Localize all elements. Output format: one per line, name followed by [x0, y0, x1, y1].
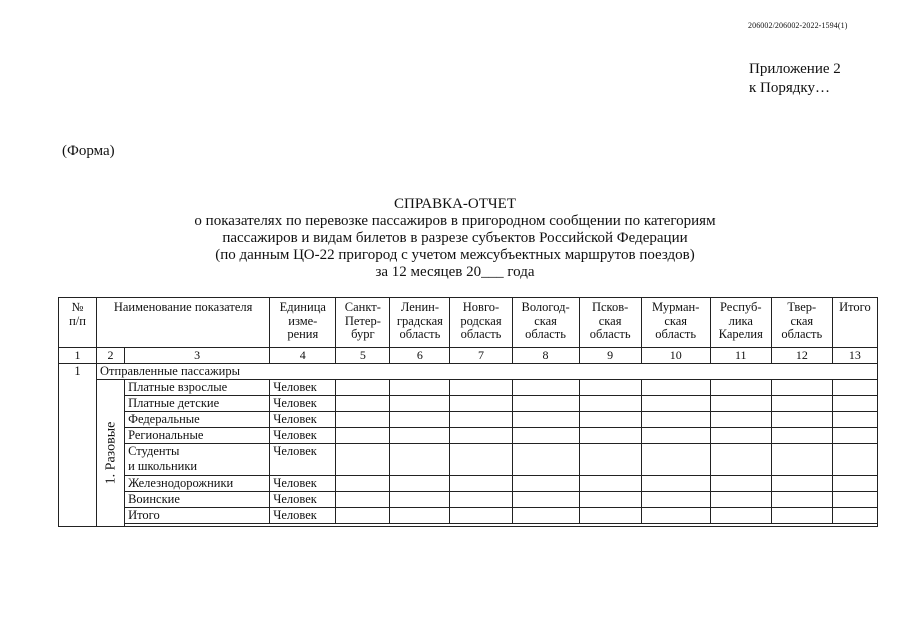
value-cell[interactable]: [336, 492, 390, 508]
unit-cell: Человек: [270, 412, 336, 428]
value-cell[interactable]: [641, 396, 710, 412]
value-cell[interactable]: [450, 444, 512, 476]
table-row: [59, 396, 878, 412]
value-cell[interactable]: [579, 412, 641, 428]
value-cell[interactable]: [710, 412, 771, 428]
value-cell[interactable]: [336, 476, 390, 492]
value-cell[interactable]: [832, 492, 877, 508]
col-number: 9: [579, 348, 641, 364]
appendix-line-1: Приложение 2: [749, 61, 841, 77]
value-cell[interactable]: [832, 476, 877, 492]
value-cell[interactable]: [579, 380, 641, 396]
table-row-section: [59, 364, 878, 380]
col-number: 7: [450, 348, 512, 364]
value-cell[interactable]: [771, 412, 832, 428]
unit-cell: Человек: [270, 380, 336, 396]
header-unit: Единица изме- рения: [270, 298, 336, 348]
header-vologda: Вологод- ская область: [512, 298, 579, 348]
indicator-name: Платные детские: [125, 396, 270, 412]
header-number: № п/п: [59, 298, 97, 348]
header-spb: Санкт- Петер- бург: [336, 298, 390, 348]
value-cell[interactable]: [641, 428, 710, 444]
value-cell[interactable]: [710, 380, 771, 396]
indicator-name: Воинские: [125, 492, 270, 508]
value-cell[interactable]: [512, 428, 579, 444]
value-cell[interactable]: [832, 396, 877, 412]
group-label-razovye: 1. Разовые: [97, 380, 125, 527]
table-row: [59, 412, 878, 428]
indicator-name: Железнодорожники: [125, 476, 270, 492]
value-cell[interactable]: [710, 476, 771, 492]
value-cell[interactable]: [579, 396, 641, 412]
title-line-3: пассажиров и видам билетов в разрезе субъектов Российской Федерации: [222, 230, 688, 246]
title-line-5: за 12 месяцев 20___ года: [375, 264, 535, 280]
table-row-end: [59, 524, 878, 527]
header-karelia: Респуб- лика Карелия: [710, 298, 771, 348]
value-cell[interactable]: [832, 428, 877, 444]
title-line-1: СПРАВКА-ОТЧЕТ: [394, 196, 516, 212]
value-cell[interactable]: [336, 428, 390, 444]
unit-cell: Человек: [270, 428, 336, 444]
unit-cell: Человек: [270, 396, 336, 412]
value-cell[interactable]: [390, 492, 450, 508]
unit-cell: Человек: [270, 508, 336, 524]
column-numbers-row: [59, 348, 878, 364]
header-tver: Твер- ская область: [771, 298, 832, 348]
title-line-2: о показателях по перевозке пассажиров в пригородном сообщении по категориям: [194, 213, 716, 229]
value-cell[interactable]: [390, 476, 450, 492]
header-row: [59, 298, 878, 348]
table-row: [59, 380, 878, 396]
value-cell[interactable]: [512, 508, 579, 524]
indicator-name: Платные взрослые: [125, 380, 270, 396]
value-cell[interactable]: [641, 508, 710, 524]
value-cell[interactable]: [390, 444, 450, 476]
form-label: (Форма): [62, 143, 115, 159]
value-cell[interactable]: [832, 412, 877, 428]
header-indicator-name: Наименование показателя: [97, 298, 270, 348]
col-number: 13: [832, 348, 877, 364]
value-cell[interactable]: [710, 444, 771, 476]
header-murmansk: Мурман- ская область: [641, 298, 710, 348]
indicator-name: Студенты и школьники: [125, 444, 270, 476]
value-cell[interactable]: [579, 428, 641, 444]
value-cell[interactable]: [512, 396, 579, 412]
table-row: [59, 508, 878, 524]
value-cell[interactable]: [579, 444, 641, 476]
value-cell[interactable]: [512, 492, 579, 508]
section-title: Отправленные пассажиры: [97, 364, 878, 380]
value-cell[interactable]: [771, 380, 832, 396]
document-id: 206002/206002-2022-1594(1): [748, 21, 848, 30]
unit-cell: Человек: [270, 444, 336, 476]
col-number: 6: [390, 348, 450, 364]
value-cell[interactable]: [771, 492, 832, 508]
value-cell[interactable]: [710, 508, 771, 524]
value-cell[interactable]: [512, 380, 579, 396]
unit-cell: Человек: [270, 476, 336, 492]
value-cell[interactable]: [832, 444, 877, 476]
report-table: [58, 297, 878, 527]
row-number: 1: [59, 364, 97, 527]
value-cell[interactable]: [336, 412, 390, 428]
col-number: 12: [771, 348, 832, 364]
value-cell[interactable]: [832, 380, 877, 396]
col-number: 11: [710, 348, 771, 364]
value-cell[interactable]: [390, 396, 450, 412]
col-number: 10: [641, 348, 710, 364]
header-pskov: Псков- ская область: [579, 298, 641, 348]
value-cell[interactable]: [336, 508, 390, 524]
title-line-4: (по данным ЦО-22 пригород с учетом межсубъектных маршрутов поездов): [215, 247, 695, 263]
indicator-name: Итого: [125, 508, 270, 524]
col-number: 2: [97, 348, 125, 364]
value-cell[interactable]: [579, 508, 641, 524]
value-cell[interactable]: [512, 412, 579, 428]
value-cell[interactable]: [641, 444, 710, 476]
table-row: [59, 492, 878, 508]
value-cell[interactable]: [771, 428, 832, 444]
value-cell[interactable]: [641, 476, 710, 492]
value-cell[interactable]: [390, 412, 450, 428]
value-cell[interactable]: [771, 508, 832, 524]
value-cell[interactable]: [710, 396, 771, 412]
indicator-name: Федеральные: [125, 412, 270, 428]
unit-cell: Человек: [270, 492, 336, 508]
value-cell[interactable]: [336, 444, 390, 476]
col-number: 4: [270, 348, 336, 364]
value-cell[interactable]: [450, 476, 512, 492]
report-title: [130, 196, 780, 281]
header-novgorod: Новго- родская область: [450, 298, 512, 348]
table-row: [59, 444, 878, 476]
value-cell[interactable]: [641, 380, 710, 396]
value-cell[interactable]: [390, 380, 450, 396]
value-cell[interactable]: [771, 444, 832, 476]
header-total: Итого: [832, 298, 877, 348]
col-number: 5: [336, 348, 390, 364]
value-cell[interactable]: [450, 396, 512, 412]
value-cell[interactable]: [336, 380, 390, 396]
table-row: [59, 428, 878, 444]
value-cell[interactable]: [336, 396, 390, 412]
value-cell[interactable]: [450, 508, 512, 524]
value-cell[interactable]: [710, 492, 771, 508]
col-number: 3: [125, 348, 270, 364]
value-cell[interactable]: [771, 396, 832, 412]
value-cell[interactable]: [579, 476, 641, 492]
appendix-line-2: к Порядку…: [749, 80, 830, 96]
table-end-spacer: [125, 524, 878, 527]
value-cell[interactable]: [512, 444, 579, 476]
col-number: 8: [512, 348, 579, 364]
value-cell[interactable]: [512, 476, 579, 492]
value-cell[interactable]: [832, 508, 877, 524]
value-cell[interactable]: [450, 492, 512, 508]
value-cell[interactable]: [771, 476, 832, 492]
value-cell[interactable]: [641, 492, 710, 508]
col-number: 1: [59, 348, 97, 364]
header-leningrad: Ленин- градская область: [390, 298, 450, 348]
value-cell[interactable]: [450, 380, 512, 396]
table-row: [59, 476, 878, 492]
value-cell[interactable]: [641, 412, 710, 428]
appendix-note: [749, 60, 841, 98]
value-cell[interactable]: [390, 508, 450, 524]
indicator-name: Региональные: [125, 428, 270, 444]
value-cell[interactable]: [579, 492, 641, 508]
value-cell[interactable]: [450, 428, 512, 444]
value-cell[interactable]: [450, 412, 512, 428]
value-cell[interactable]: [710, 428, 771, 444]
value-cell[interactable]: [390, 428, 450, 444]
